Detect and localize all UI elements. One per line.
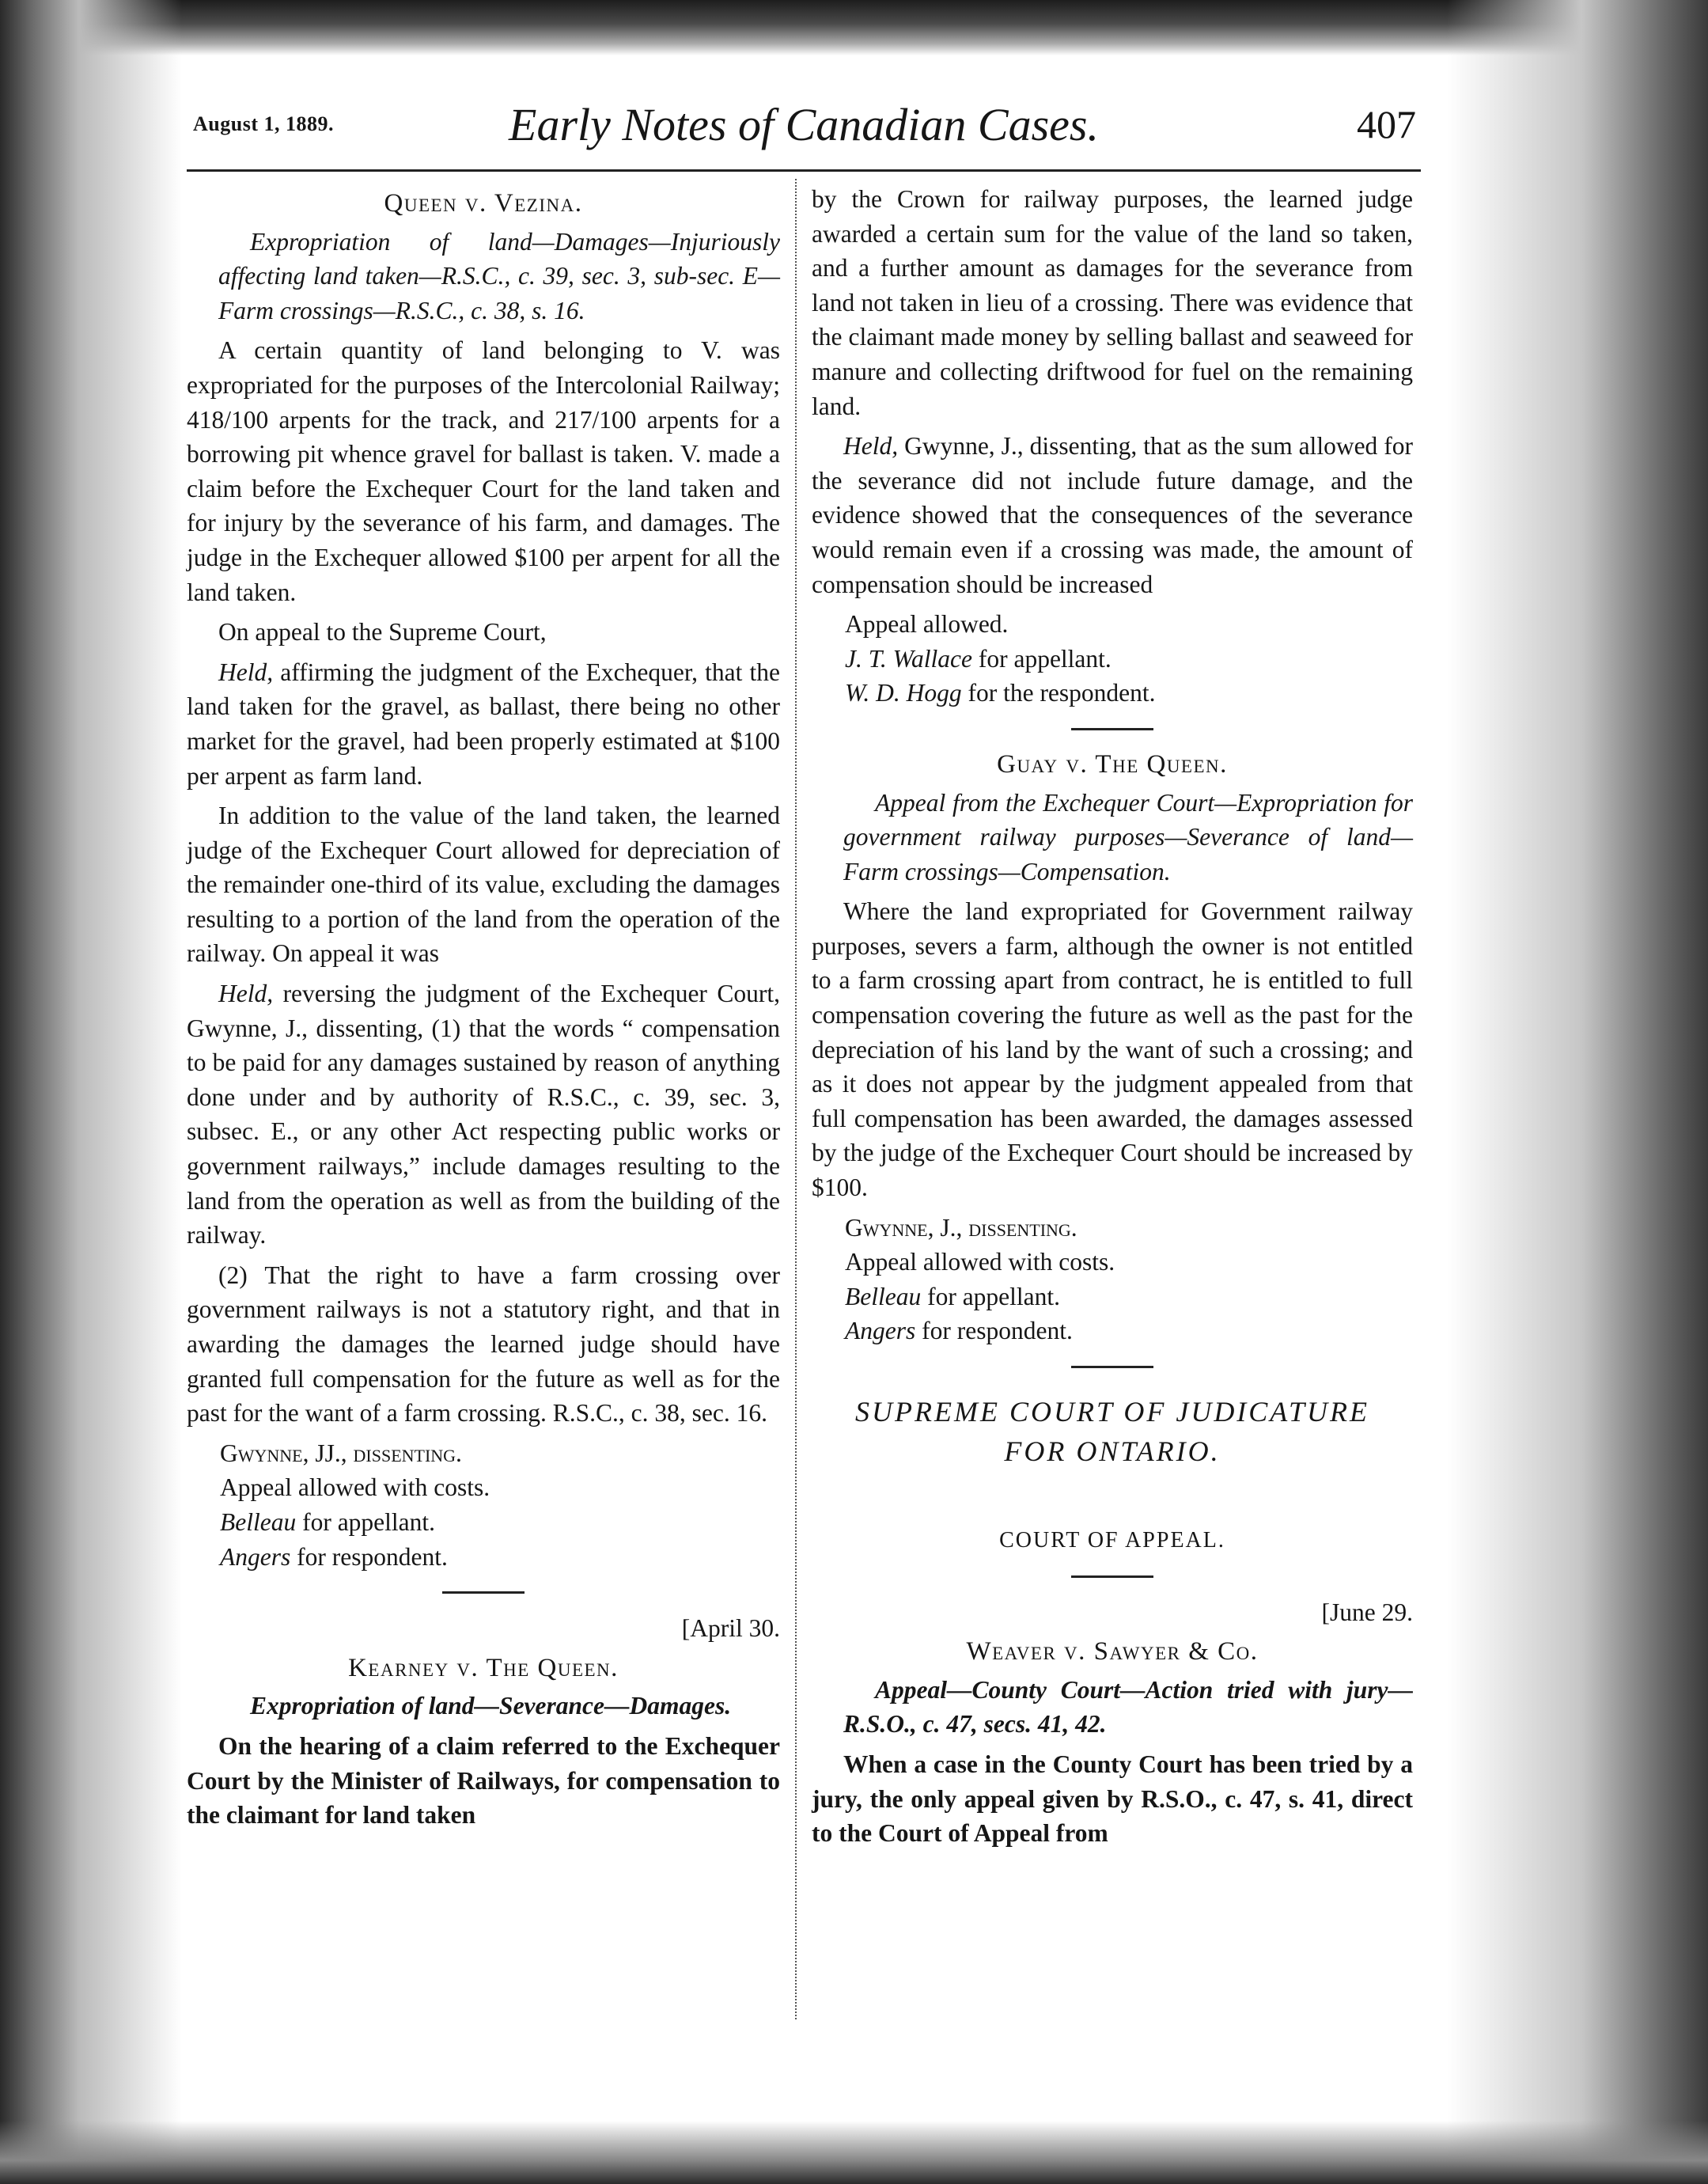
- scan-edge-right: [1447, 0, 1708, 2184]
- section-rule: [1071, 1575, 1153, 1578]
- dissent-note: Gwynne, J., dissenting.: [845, 1213, 1077, 1242]
- section-rule: [1071, 728, 1153, 730]
- court-heading: [812, 1392, 1413, 1471]
- right-column: [812, 182, 1413, 1856]
- counsel-line: [812, 642, 1413, 677]
- held-label: Held,: [218, 658, 274, 686]
- paragraph-text: Gwynne, J., dissenting, that as the sum allowed for the severance did not include future damage, and the evidence showed that the consequences of the severance would remain even if a crossing was made, the amount of compensation should be increased: [812, 432, 1413, 598]
- counsel-name: Angers: [220, 1542, 291, 1571]
- case-title: Queen v. Vezina.: [384, 189, 583, 218]
- scan-edge-left: [0, 0, 182, 2184]
- header-title: Early Notes of Canadian Cases.: [509, 99, 1099, 150]
- counsel-role: for the respondent.: [961, 679, 1156, 707]
- result-note: Appeal allowed with costs.: [220, 1473, 490, 1502]
- left-column: [187, 182, 780, 1838]
- counsel-name: J. T. Wallace: [845, 644, 972, 673]
- paragraph: by the Crown for railway purposes, the learned judge awarded a certain sum for the value of the land so taken, and a further amount as damages for the severance from land not taken in lieu of a crossing. There was evidence that the claimant made money by selling ballast and seaweed for manure and collecting driftwood for fuel on the remaining land.: [812, 185, 1413, 420]
- counsel-line: [187, 1505, 780, 1540]
- column-divider: [795, 179, 797, 2019]
- paragraph: A certain quantity of land belonging to V. was expropriated for the purposes of the Intercolonial Railway; 418/100 arpents for the track, and 217/100 arpents for a borrowing pit whence gravel for ballast is taken. V. made a claim before the Exchequer Court for the land taken and for injury by the severance of his farm, and damages. The judge in the Exchequer allowed $100 per arpent for all the land taken.: [187, 336, 780, 606]
- counsel-role: for appellant.: [921, 1282, 1061, 1310]
- paragraph: (2) That the right to have a farm crossing over government railways is not a statutory right, and that in awarding the damages the learned judge should have granted full compensation for the future as well as for the past for the want of a farm crossing. R.S.C., c. 38, sec. 16.: [187, 1261, 780, 1428]
- court-subheading: COURT OF APPEAL.: [999, 1528, 1225, 1553]
- page-header: [187, 93, 1421, 169]
- paragraph: In addition to the value of the land taken, the learned judge of the Exchequer Court allowed for depreciation of the remainder one-third of its value, excluding the damages resulting to a portion of the land from the operation of the railway. On appeal it was: [187, 802, 780, 968]
- case-headnote: Expropriation of land—Damages—Injuriously affecting land taken—R.S.C., c. 39, sec. 3, sub-sec. E—Farm crossings—R.S.C., c. 38, s. 16.: [218, 227, 780, 324]
- counsel-line: [187, 1540, 780, 1575]
- counsel-role: for respondent.: [290, 1542, 448, 1571]
- section-rule: [1071, 1366, 1153, 1368]
- paragraph-text: reversing the judgment of the Exchequer Court, Gwynne, J., dissenting, (1) that the words “ compensation to be paid for any damages sustained by reason of anything done under and by authority of R.S.C., c. 39, sec. 3, subsec. E., or any other Act respecting public works or government railways,” include damages resulting to the land from the operation as well as from the building of the railway.: [187, 980, 780, 1249]
- dissent-note: Gwynne, JJ., dissenting.: [220, 1439, 462, 1467]
- held-label: Held,: [843, 432, 899, 461]
- case-headnote: Appeal from the Exchequer Court—Expropriation for government railway purposes—Severance of land—Farm crossings—Compensation.: [843, 788, 1413, 885]
- scan-edge-bottom: [0, 2121, 1708, 2184]
- header-date: August 1, 1889.: [193, 112, 334, 135]
- paragraph: [187, 976, 780, 1253]
- result-note: Appeal allowed with costs.: [845, 1248, 1115, 1276]
- paragraph: Where the land expropriated for Government railway purposes, severs a farm, although the owner is not entitled to a farm crossing apart from contract, he is entitled to full compensation covering the future as well as the past for the depreciation of his land by the want of such a crossing; and as it does not appear by the judgment appealed from that full compensation has been awarded, the damages assessed by the judge of the Exchequer Court should be increased by $100.: [812, 897, 1413, 1202]
- held-label: Held,: [218, 980, 274, 1008]
- result-note: Appeal allowed.: [845, 610, 1009, 639]
- page-number: 407: [1357, 102, 1416, 146]
- case-headnote: Expropriation of land—Severance—Damages.: [250, 1692, 732, 1720]
- counsel-name: W. D. Hogg: [845, 679, 962, 707]
- counsel-role: for appellant.: [971, 644, 1112, 673]
- counsel-name: Belleau: [845, 1282, 922, 1310]
- section-rule: [442, 1591, 525, 1594]
- court-heading-line: FOR ONTARIO.: [1004, 1435, 1221, 1467]
- paragraph: [812, 429, 1413, 601]
- paragraph: On the hearing of a claim referred to the Exchequer Court by the Minister of Railways, for compensation to the claimant for land taken: [187, 1731, 780, 1829]
- paragraph: On appeal to the Supreme Court,: [218, 618, 547, 646]
- counsel-line: [812, 1280, 1413, 1314]
- case-title: Kearney v. The Queen.: [348, 1653, 619, 1682]
- case-date: [April 30.: [681, 1614, 780, 1643]
- counsel-line: [812, 676, 1413, 711]
- paragraph: [187, 655, 780, 793]
- counsel-name: Angers: [845, 1317, 916, 1345]
- case-title: Weaver v. Sawyer & Co.: [966, 1637, 1259, 1666]
- case-title: Guay v. The Queen.: [997, 749, 1228, 779]
- court-heading-line: SUPREME COURT OF JUDICATURE: [855, 1396, 1369, 1428]
- paragraph: When a case in the County Court has been tried by a jury, the only appeal given by R.S.O., c. 47, s. 41, direct to the Court of Appeal from: [812, 1750, 1413, 1848]
- counsel-name: Belleau: [220, 1507, 297, 1536]
- counsel-line: [812, 1314, 1413, 1348]
- paragraph-text: affirming the judgment of the Exchequer, that the land taken for the gravel, as ballast, there being no other market for the gravel, had been properly estimated at $100 per arpent as farm land.: [187, 658, 780, 790]
- counsel-role: for respondent.: [915, 1317, 1073, 1345]
- case-headnote: Appeal—County Court—Action tried with jury—R.S.O., c. 47, secs. 41, 42.: [843, 1675, 1413, 1738]
- case-date: [June 29.: [1321, 1598, 1413, 1626]
- header-rule: [187, 169, 1421, 172]
- counsel-role: for appellant.: [296, 1507, 436, 1536]
